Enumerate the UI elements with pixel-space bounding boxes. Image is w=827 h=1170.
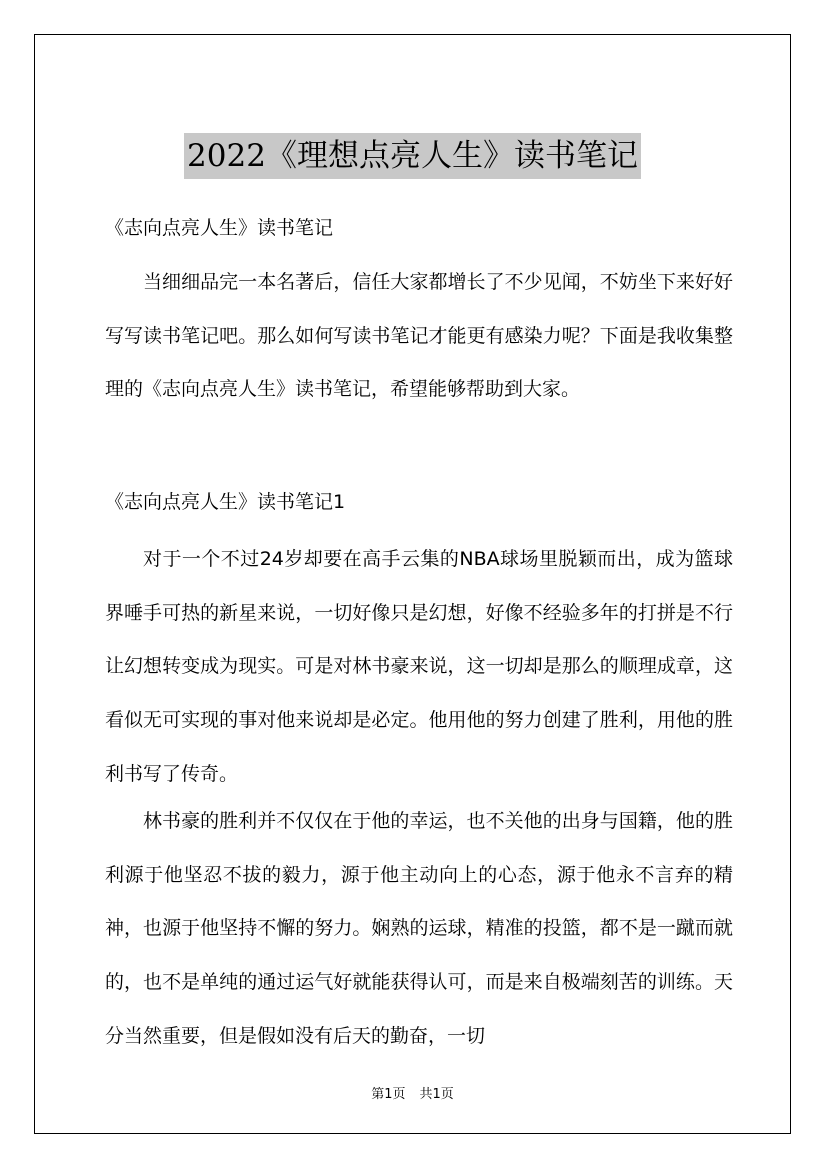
body-paragraph-1: 对于一个不过24岁却要在高手云集的NBA球场里脱颖而出，成为篮球界唾手可热的新星来说，一切好像只是幻想，好像不经验多年的打拼是不行让幻想转变成为现实。可是对林书豪来说，这一切却是那么的顺理成章，这看似无可实现的事对他来说却是必定。他用他的努力创建了胜利，用他的胜利书写了传奇。 bbox=[105, 548, 733, 785]
body-paragraph-2: 林书豪的胜利并不仅仅在于他的幸运，也不关他的出身与国籍，他的胜利源于他坚忍不拔的毅力，源于他主动向上的心态，源于他永不言弃的精神，也源于他坚持不懈的努力。娴熟的运球，精准的投篮，都不是一蹴而就的，也不是单纯的通过运气好就能获得认可，而是来自极端刻苦的训练。天分当然重要，但是假如没有后天的勤奋，一切 bbox=[105, 810, 733, 1047]
intro-heading: 《志向点亮人生》读书笔记 bbox=[105, 217, 334, 239]
intro-paragraph: 当细细品完一本名著后，信任大家都增长了不少见闻，不妨坐下来好好写写读书笔记吧。那么如何写读书笔记才能更有感染力呢？下面是我收集整理的《志向点亮人生》读书笔记，希望能够帮助到大家。 bbox=[105, 271, 733, 401]
title-container bbox=[35, 133, 790, 179]
section-heading: 《志向点亮人生》读书笔记1 bbox=[105, 491, 346, 513]
total-pages: 共1页 bbox=[419, 1087, 454, 1102]
document-page bbox=[34, 34, 791, 1134]
page-number: 第1页 bbox=[371, 1087, 406, 1102]
document-title: 2022《理想点亮人生》读书笔记 bbox=[184, 133, 641, 179]
page-footer bbox=[35, 1083, 790, 1102]
